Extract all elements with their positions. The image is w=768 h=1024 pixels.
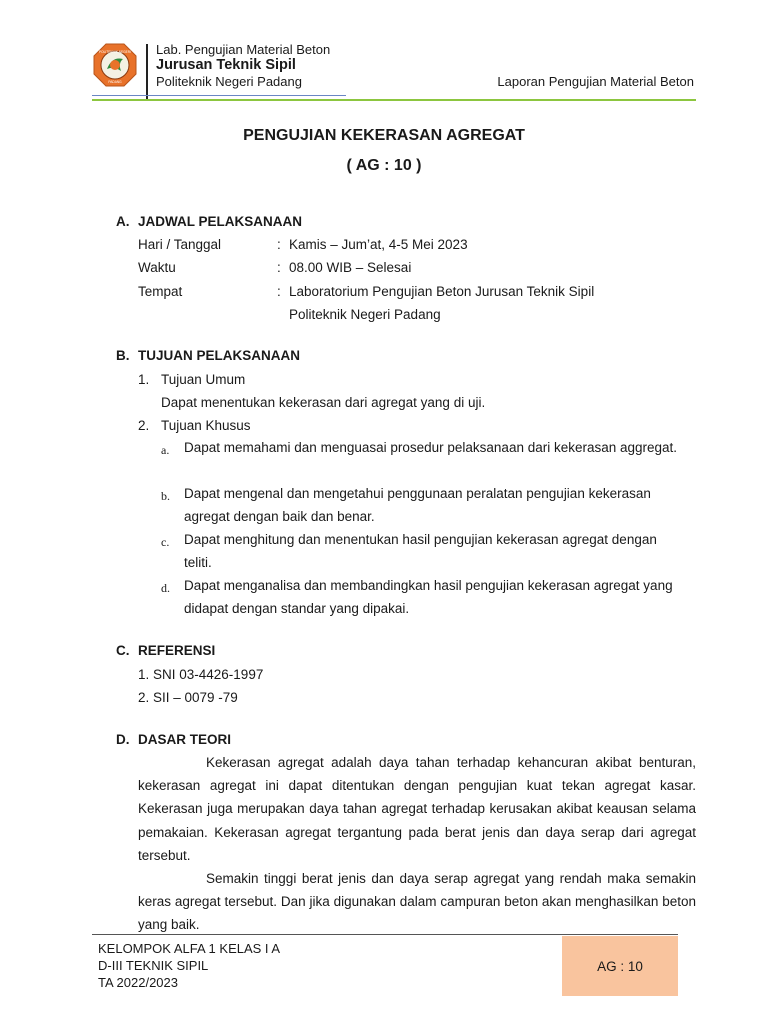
- header-lab: Lab. Pengujian Material Beton: [156, 42, 331, 57]
- sub-item-letter: c.: [161, 535, 170, 549]
- section-title: REFERENSI: [138, 643, 216, 658]
- document-title: PENGUJIAN KEKERASAN AGREGAT: [243, 127, 525, 144]
- sub-item-letter: a.: [161, 443, 170, 457]
- section-title: DASAR TEORI: [138, 732, 232, 747]
- schedule-colon: :: [277, 260, 281, 275]
- section-d-heading: [116, 732, 231, 747]
- schedule-label-time: Waktu: [138, 260, 176, 275]
- footer-year: TA 2022/2023: [98, 975, 178, 990]
- goal-general-text: Dapat menentukan kekerasan dari agregat yang di uji.: [161, 395, 486, 410]
- section-letter: B.: [116, 348, 130, 363]
- header-institution: Politeknik Negeri Padang: [156, 74, 302, 89]
- sub-item-text: Dapat mengenal dan mengetahui penggunaan peralatan pengujian kekerasan agregat dengan baik dan benar.: [184, 486, 651, 524]
- theory-paragraph: Semakin tinggi berat jenis dan daya serap agregat yang rendah maka semakin keras agregat tersebut. Dan jika digunakan dalam campuran beton akan menghasilkan beton yang baik.: [138, 871, 696, 933]
- section-letter: C.: [116, 643, 130, 658]
- schedule-value-date: Kamis – Jum’at, 4-5 Mei 2023: [289, 237, 468, 252]
- footer-program: D-III TEKNIK SIPIL: [98, 958, 209, 973]
- schedule-colon: :: [277, 284, 281, 299]
- reference-item: 1. SNI 03-4426-1997: [138, 667, 264, 682]
- footer-rule: [92, 934, 678, 935]
- header-divider: [146, 44, 148, 100]
- sub-item-text: Dapat menghitung dan menentukan hasil pengujian kekerasan agregat dengan teliti.: [184, 532, 657, 570]
- section-title: TUJUAN PELAKSANAAN: [138, 348, 301, 363]
- sub-item-text: Dapat memahami dan menguasai prosedur pelaksanaan dari kekerasan aggregat.: [184, 440, 678, 455]
- schedule-label-place: Tempat: [138, 284, 183, 299]
- section-title: JADWAL PELAKSANAAN: [138, 214, 303, 229]
- sub-item-text: Dapat menganalisa dan membandingkan hasil pengujian kekerasan agregat yang didapat dengan standar yang dipakai.: [184, 578, 673, 616]
- schedule-colon: :: [277, 237, 281, 252]
- theory-paragraph: Kekerasan agregat adalah daya tahan terhadap kehancuran akibat benturan, kekerasan agregat ini dapat ditentukan dengan pengujian kuat tekan agregat kasar. Kekerasan juga merupakan daya tahan agregat terhadap kerusakan akibat keausan selama pemakaian. Kekerasan agregat tergantung pada berat jenis dan daya serap dari agregat tersebut.: [138, 755, 696, 863]
- footer-group: KELOMPOK ALFA 1 KELAS I A: [98, 941, 281, 956]
- schedule-value-place: Laboratorium Pengujian Beton Jurusan Teknik Sipil: [289, 284, 595, 299]
- header-green-rule: [92, 99, 696, 101]
- goal-specific-title: Tujuan Khusus: [161, 418, 251, 433]
- section-b-heading: [116, 348, 300, 363]
- footer-code: AG : 10: [597, 959, 643, 974]
- header-blue-rule: [92, 95, 346, 96]
- section-c-heading: [116, 643, 215, 658]
- header-report-title: Laporan Pengujian Material Beton: [497, 74, 694, 89]
- sub-item-letter: d.: [161, 581, 170, 595]
- section-letter: D.: [116, 732, 130, 747]
- goal-general-title: Tujuan Umum: [161, 372, 246, 387]
- section-letter: A.: [116, 214, 130, 229]
- schedule-value-time: 08.00 WIB – Selesai: [289, 260, 412, 275]
- sub-item-letter: b.: [161, 489, 170, 503]
- header-department: Jurusan Teknik Sipil: [156, 57, 296, 73]
- schedule-label-date: Hari / Tanggal: [138, 237, 222, 252]
- polytechnic-logo: [92, 42, 138, 88]
- section-a-heading: [116, 214, 302, 229]
- list-number: 1.: [138, 372, 150, 387]
- list-number: 2.: [138, 418, 150, 433]
- document-code: ( AG : 10 ): [346, 157, 422, 174]
- reference-item: 2. SII – 0079 -79: [138, 690, 238, 705]
- logo-top-text: POLITEKNIK NEGERI: [99, 50, 131, 54]
- logo-bottom-text: PADANG: [108, 80, 122, 84]
- schedule-value-place-line2: Politeknik Negeri Padang: [289, 307, 441, 322]
